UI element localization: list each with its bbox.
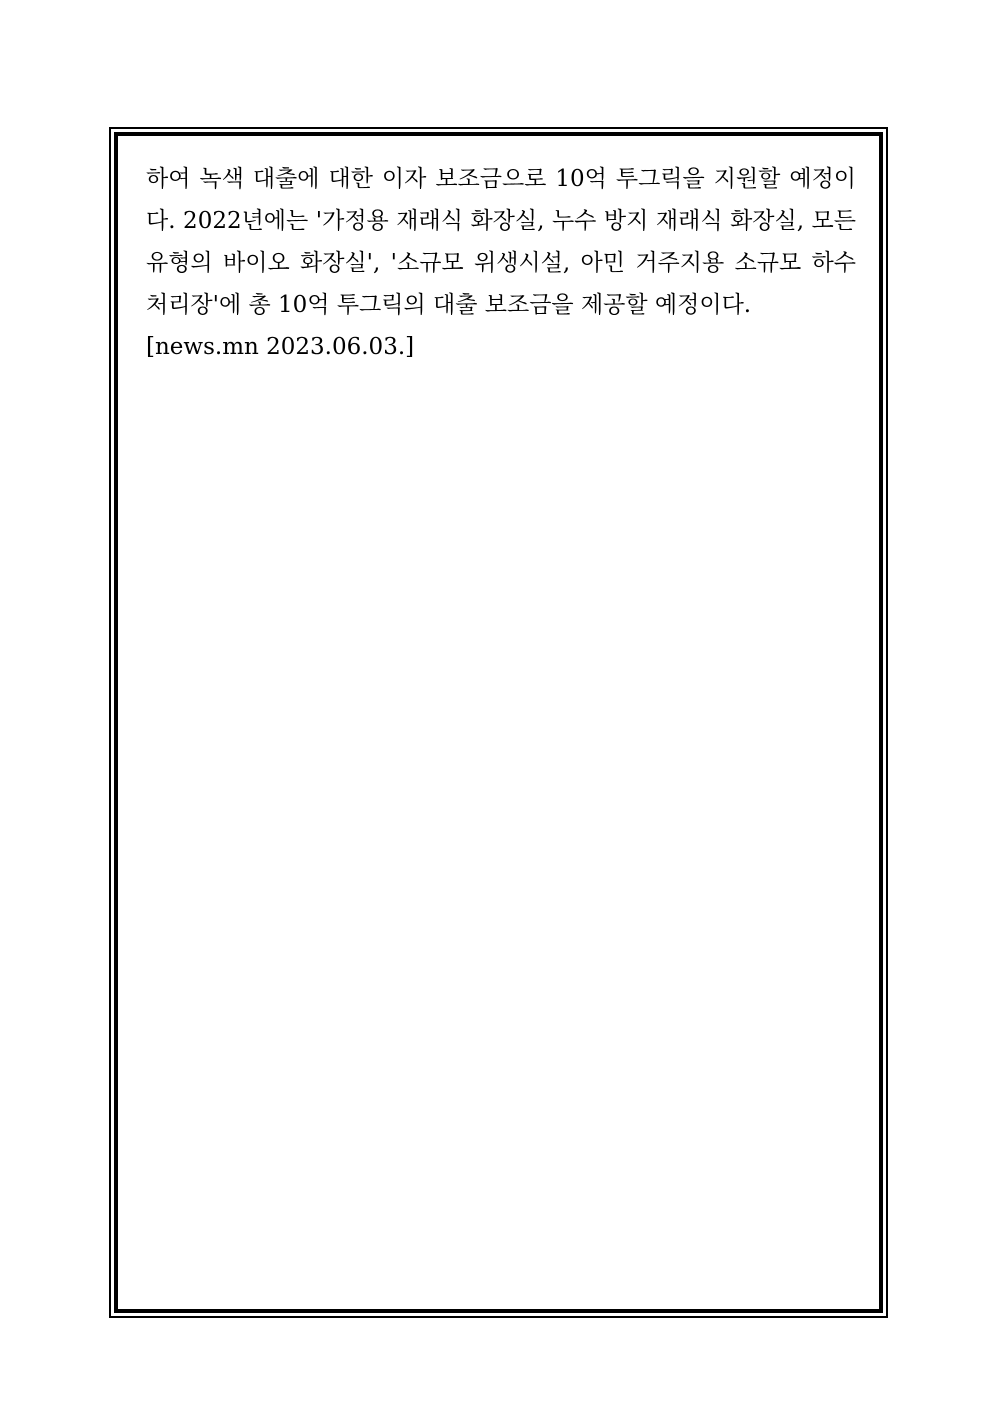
document-frame-outer bbox=[109, 127, 888, 1318]
source-citation: [news.mn 2023.06.03.] bbox=[146, 334, 415, 360]
paragraph-line: 유형의 바이오 화장실', '소규모 위생시설, 아민 거주지용 소규모 하수 bbox=[146, 250, 856, 276]
paragraph-line: 처리장'에 총 10억 투그릭의 대출 보조금을 제공할 예정이다. bbox=[146, 292, 752, 318]
paragraph-line: 다. 2022년에는 '가정용 재래식 화장실, 누수 방지 재래식 화장실, 모든 bbox=[146, 208, 856, 234]
paragraph-line: 하여 녹색 대출에 대한 이자 보조금으로 10억 투그릭을 지원할 예정이 bbox=[146, 166, 856, 192]
document-frame-inner bbox=[114, 132, 883, 1313]
document-body bbox=[146, 158, 856, 368]
body-paragraph bbox=[146, 158, 856, 326]
